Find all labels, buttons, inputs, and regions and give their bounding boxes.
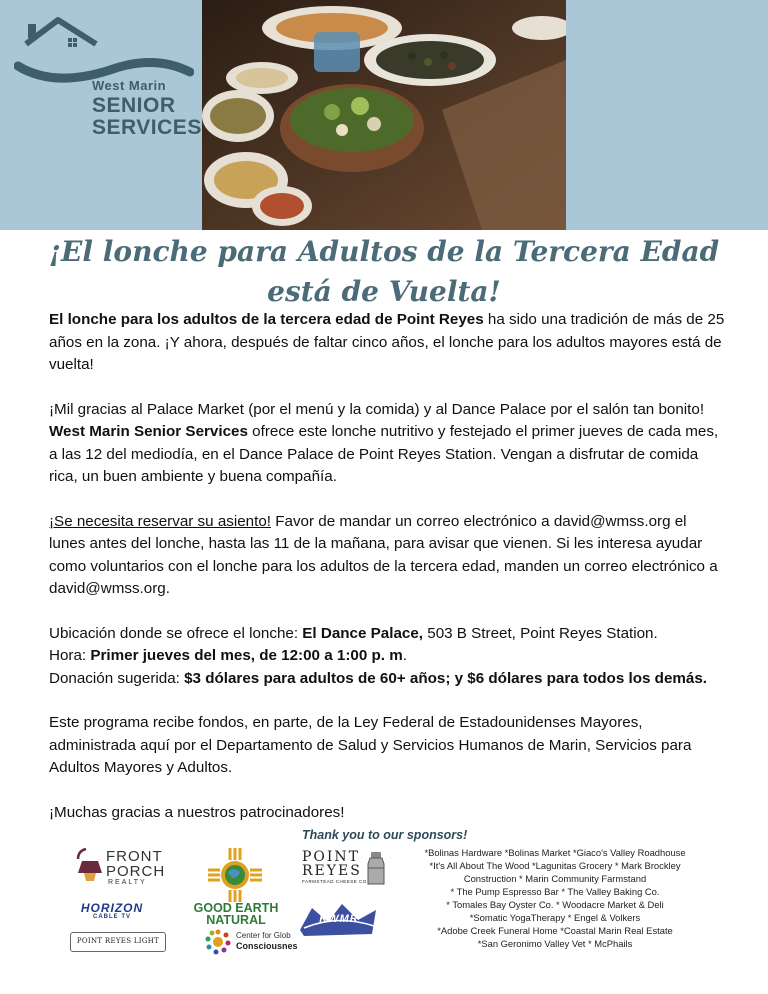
cgc-line-1: Center for Glob [236,931,291,940]
food-photo [202,0,566,230]
front-porch-line-2: PORCH [106,863,166,880]
globe-dots-icon [204,928,232,956]
point-reyes-cheese-logo [302,850,392,888]
good-earth-logo [186,848,286,924]
location-venue: El Dance Palace, [302,624,424,642]
location-line [49,623,725,646]
milk-can-icon [364,852,388,886]
donation-line [49,668,725,691]
point-reyes-light-logo [70,932,166,952]
donation-value: $3 dólares para adultos de 60+ años; y $6 dólares para todos los demás. [184,669,708,687]
sponsor-line: *It's All About The Wood *Lagunitas Grocery * Mark Brockley [429,860,681,871]
sponsor-line: *Bolinas Hardware *Bolinas Market *Giaco's Valley Roadhouse [424,847,686,858]
time-end: . [402,647,407,664]
kwmr-text: KWMR [319,913,359,925]
point-reyes-line-3: FARMSTEAD CHEESE CO [302,879,367,884]
time-label: Hora: [49,647,91,664]
intro-bold: El lonche para los adultos de la tercera edad de Point Reyes [49,311,484,328]
logo-line-2: SENIOR [92,94,176,117]
good-earth-line-2: NATURAL [206,914,266,924]
logo-line-3: SERVICES [92,116,202,139]
front-porch-line-3: REALTY [108,879,147,886]
org-name-bold: West Marin Senior Services [49,423,248,440]
front-porch-line-1: FRONT [106,848,163,865]
sponsors-heading: Thank you to our sponsors! [302,828,468,842]
thanks-paragraph [49,399,725,489]
sponsor-line: Construction * Marin Community Farmstand [463,873,647,884]
good-earth-line-1: GOOD EARTH [193,901,279,915]
time-value: Primer jueves del mes, de 12:00 a 1:00 p. m [90,647,403,664]
cgc-line-2: Consciousnes [236,941,298,951]
reservation-paragraph [49,511,725,601]
lamp-icon [74,847,106,887]
sponsor-line: *San Geronimo Valley Vet * McPhails [477,938,633,949]
reservation-rest: Favor de mandar un correo electrónico a david@wmss.org el lunes antes del lonche, hasta las 11 de la mañana, para avisar que vienen. Si les interesa ayudar como voluntarios con el lonche para los adultos de la tercera edad, manden un correo electrónico a david@wmss.org. [49,512,718,597]
sun-earth-icon [208,848,262,902]
sponsor-line: * The Pump Espresso Bar * The Valley Baking Co. [450,886,660,897]
headline [0,232,768,312]
intro-paragraph [49,309,725,377]
body-text [49,309,725,824]
horizon-line-1: HORIZON [80,901,144,915]
reservation-notice: ¡Se necesita reservar su asiento! [49,512,272,530]
sponsor-line: * Tomales Bay Oyster Co. * Woodacre Market & Deli [446,899,664,910]
sponsor-thanks: ¡Muchas gracias a nuestros patrocinadores! [49,803,345,821]
thanks-part-2: ofrece este lonche nutritivo y festejado el primer jueves de cada mes, a las 12 del mediodía, en el Dance Palace de Point Reyes Station. Vengan a disfrutar de comida rica, un buen ambiente y buena compañía. [49,423,719,485]
horizon-cable-logo [70,902,154,922]
headline-line-2: está de Vuelta! [267,275,501,308]
horizon-line-2: CABLE TV [93,914,131,920]
front-porch-logo [74,845,174,889]
sponsor-list [396,846,714,950]
sponsor-line: *Adobe Creek Funeral Home *Coastal Marin Real Estate [437,925,673,936]
donation-label: Donación sugerida: [49,669,185,687]
thanks-part-1: ¡Mil gracias al Palace Market (por el menú y la comida) y al Dance Palace por el salón tan bonito! [49,400,705,418]
kwmr-logo [298,900,380,938]
point-reyes-line-1: POINT [302,849,361,865]
location-label: Ubicación donde se ofrece el lonche: [49,624,303,642]
logo-line-1: West Marin [92,78,167,93]
funding-paragraph: Este programa recibe fondos, en parte, de la Ley Federal de Estadounidenses Mayores, administrada aquí por el Departamento de Salud y Servicios Humanos de Marin, Servicios para Adultos Mayores y Adultos. [49,714,692,776]
prl-text: POINT REYES LIGHT [76,937,160,945]
time-line [49,645,725,668]
headline-line-1: ¡El lonche para Adultos de la Tercera Edad [48,235,720,268]
sponsor-line: *Somatic YogaTherapy * Engel & Volkers [469,912,641,923]
center-global-consciousness-logo [204,928,308,956]
intro-rest: ha sido una tradición de más de 25 años en la zona. ¡Y ahora, después de faltar cinco años, el lonche para los adultos mayores está de vuelta! [49,311,725,373]
point-reyes-line-2: REYES [302,863,362,879]
location-address: 503 B Street, Point Reyes Station. [423,624,658,642]
